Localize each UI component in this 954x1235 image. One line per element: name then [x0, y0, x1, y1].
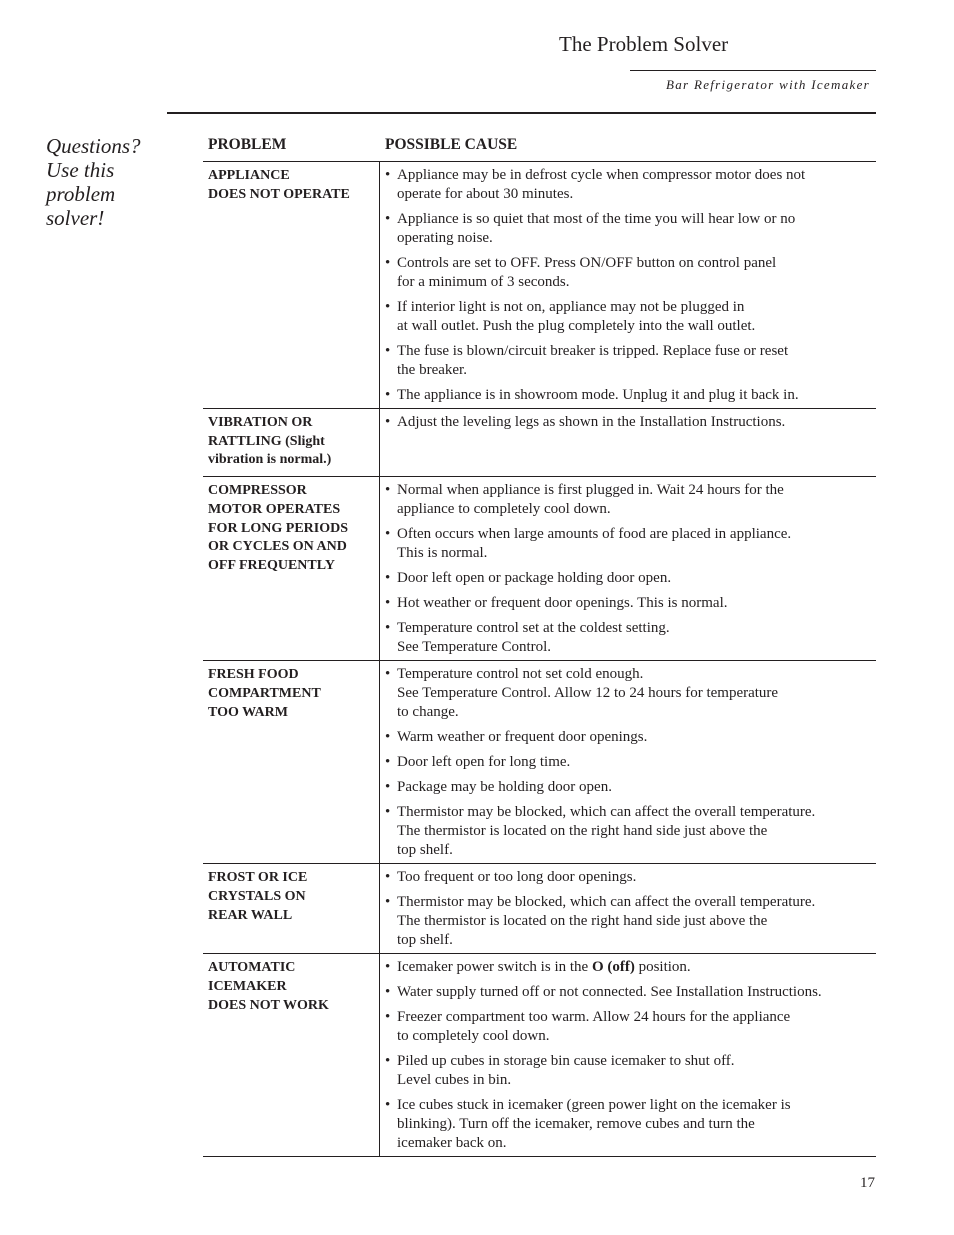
cause-line: top shelf.	[397, 932, 453, 949]
table-row	[203, 477, 876, 661]
cause-item	[385, 753, 876, 772]
cause-line: • Ice cubes stuck in icemaker (green power light on the icemaker is	[397, 1097, 791, 1114]
cause-item	[385, 958, 876, 977]
cause-line: operating noise.	[397, 230, 493, 246]
problem-cell	[203, 661, 380, 863]
problem-line: ICEMAKER	[208, 978, 287, 994]
cause-line: • Normal when appliance is first plugged in. Wait 24 hours for the	[397, 482, 784, 499]
cause-emphasis: O (off)	[591, 959, 635, 976]
problem-line: TOO WARM	[208, 704, 288, 720]
problem-line: REAR WALL	[208, 907, 293, 923]
cause-item	[385, 298, 876, 336]
problem-cell	[203, 477, 380, 660]
cause-item	[385, 665, 876, 722]
problem-line: OR CYCLES ON AND	[208, 539, 347, 555]
cause-line: • Warm weather or frequent door openings.	[397, 729, 648, 746]
table-row	[203, 409, 876, 477]
causes-cell	[380, 954, 876, 1156]
problem-line: vibration is normal.)	[208, 452, 332, 468]
header-possible-cause: POSSIBLE CAUSE	[385, 136, 518, 153]
cause-line: Level cubes in bin.	[397, 1072, 512, 1089]
cause-line: for a minimum of 3 seconds.	[397, 274, 570, 290]
cause-text: position.	[634, 959, 691, 976]
sidebar-line: Use this	[46, 158, 115, 182]
problem-cell	[203, 864, 380, 953]
cause-item	[385, 619, 876, 657]
cause-line: • Temperature control not set cold enough.	[397, 666, 644, 683]
table-body	[203, 162, 876, 1157]
cause-line: • Water supply turned off or not connected. See Installation Instructions.	[397, 984, 822, 1001]
problem-line: VIBRATION OR	[208, 415, 313, 430]
cause-line: the breaker.	[397, 362, 467, 378]
cause-line: • Appliance may be in defrost cycle when compressor motor does not	[397, 167, 806, 183]
cause-line: • Thermistor may be blocked, which can affect the overall temperature.	[397, 804, 816, 821]
cause-item	[385, 594, 876, 613]
cause-item	[385, 569, 876, 588]
cause-line: blinking). Turn off the icemaker, remove cubes and turn the	[397, 1116, 755, 1133]
table-row	[203, 661, 876, 864]
problem-line: AUTOMATIC	[208, 960, 296, 976]
cause-item	[385, 254, 876, 292]
cause-line: • Thermistor may be blocked, which can affect the overall temperature.	[397, 894, 816, 911]
cause-item	[385, 481, 876, 519]
cause-item	[385, 210, 876, 248]
problem-cell	[203, 954, 380, 1156]
cause-line: • Too frequent or too long door openings.	[397, 869, 637, 886]
problem-line: COMPRESSOR	[208, 483, 307, 499]
cause-item	[385, 166, 876, 204]
cause-line: • Adjust the leveling legs as shown in the Installation Instructions.	[397, 414, 786, 430]
causes-cell	[380, 409, 876, 476]
cause-line	[397, 958, 876, 977]
cause-item	[385, 342, 876, 380]
table-row	[203, 954, 876, 1157]
problem-cell	[203, 409, 380, 476]
cause-line: • Controls are set to OFF. Press ON/OFF button on control panel	[397, 255, 777, 271]
sidebar-callout	[46, 134, 176, 230]
cause-line: • Door left open or package holding door open.	[397, 570, 672, 587]
cause-line: • Freezer compartment too warm. Allow 24 hours for the appliance	[397, 1009, 791, 1026]
problem-solver-table	[203, 136, 876, 1157]
cause-line: at wall outlet. Push the plug completely into the wall outlet.	[397, 318, 756, 334]
problem-line: DOES NOT WORK	[208, 997, 329, 1013]
cause-line: • The appliance is in showroom mode. Unplug it and plug it back in.	[397, 387, 799, 403]
problem-line: FRESH FOOD	[208, 667, 299, 683]
cause-line: top shelf.	[397, 842, 453, 859]
page-subtitle: Bar Refrigerator with Icemaker	[666, 77, 870, 92]
problem-line: FOR LONG PERIODS	[208, 520, 349, 536]
cause-line: • Temperature control set at the coldest setting.	[397, 620, 670, 637]
problem-line: RATTLING (Slight	[208, 433, 325, 449]
cause-line: appliance to completely cool down.	[397, 501, 611, 518]
sidebar-line: solver!	[46, 206, 105, 230]
cause-line: icemaker back on.	[397, 1135, 507, 1152]
cause-line: • The fuse is blown/circuit breaker is tripped. Replace fuse or reset	[397, 343, 789, 359]
table-header	[203, 136, 876, 162]
problem-line: COMPARTMENT	[208, 685, 321, 701]
causes-cell	[380, 864, 876, 953]
cause-line: to completely cool down.	[397, 1028, 550, 1045]
problem-line: MOTOR OPERATES	[208, 501, 341, 517]
causes-cell	[380, 162, 876, 408]
cause-item	[385, 983, 876, 1002]
cause-item	[385, 893, 876, 950]
cause-item	[385, 1008, 876, 1046]
cause-line: operate for about 30 minutes.	[397, 186, 574, 202]
problem-line: CRYSTALS ON	[208, 888, 306, 904]
cause-item	[385, 1096, 876, 1153]
cause-line: to change.	[397, 704, 459, 721]
cause-item	[385, 803, 876, 860]
cause-item	[385, 778, 876, 797]
cause-item	[385, 413, 876, 432]
cause-item	[385, 525, 876, 563]
problem-line: OFF FREQUENTLY	[208, 557, 335, 573]
cause-item	[385, 728, 876, 747]
header-problem: PROBLEM	[208, 136, 287, 153]
table-row	[203, 864, 876, 954]
causes-cell	[380, 477, 876, 660]
cause-line: This is normal.	[397, 545, 488, 562]
problem-line: FROST OR ICE	[208, 870, 308, 886]
problem-cell	[203, 162, 380, 408]
header-divider	[630, 70, 876, 71]
sidebar-line: Questions?	[46, 134, 141, 158]
cause-line: • Package may be holding door open.	[397, 779, 612, 796]
problem-line: APPLIANCE	[208, 168, 290, 183]
problem-line: DOES NOT OPERATE	[208, 186, 350, 202]
cause-line: • If interior light is not on, appliance may not be plugged in	[397, 299, 745, 315]
cause-line: • Door left open for long time.	[397, 754, 571, 771]
cause-line: • Appliance is so quiet that most of the time you will hear low or no	[397, 211, 796, 227]
cause-line: See Temperature Control.	[397, 639, 552, 656]
cause-line: See Temperature Control. Allow 12 to 24 hours for temperature	[397, 685, 779, 702]
cause-text: Icemaker power switch is in the	[397, 959, 592, 976]
page-number: 17	[860, 1175, 875, 1191]
cause-line: The thermistor is located on the right hand side just above the	[397, 823, 768, 840]
page-title: The Problem Solver	[559, 32, 729, 56]
table-row	[203, 162, 876, 409]
cause-line: • Piled up cubes in storage bin cause icemaker to shut off.	[397, 1053, 735, 1070]
cause-line: • Hot weather or frequent door openings. This is normal.	[397, 595, 728, 612]
sidebar-line: problem	[46, 182, 116, 206]
cause-line: • Often occurs when large amounts of food are placed in appliance.	[397, 526, 792, 543]
cause-item	[385, 386, 876, 405]
cause-item	[385, 1052, 876, 1090]
causes-cell	[380, 661, 876, 863]
cause-line: The thermistor is located on the right hand side just above the	[397, 913, 768, 930]
header-rule	[167, 112, 876, 114]
cause-item	[385, 868, 876, 887]
